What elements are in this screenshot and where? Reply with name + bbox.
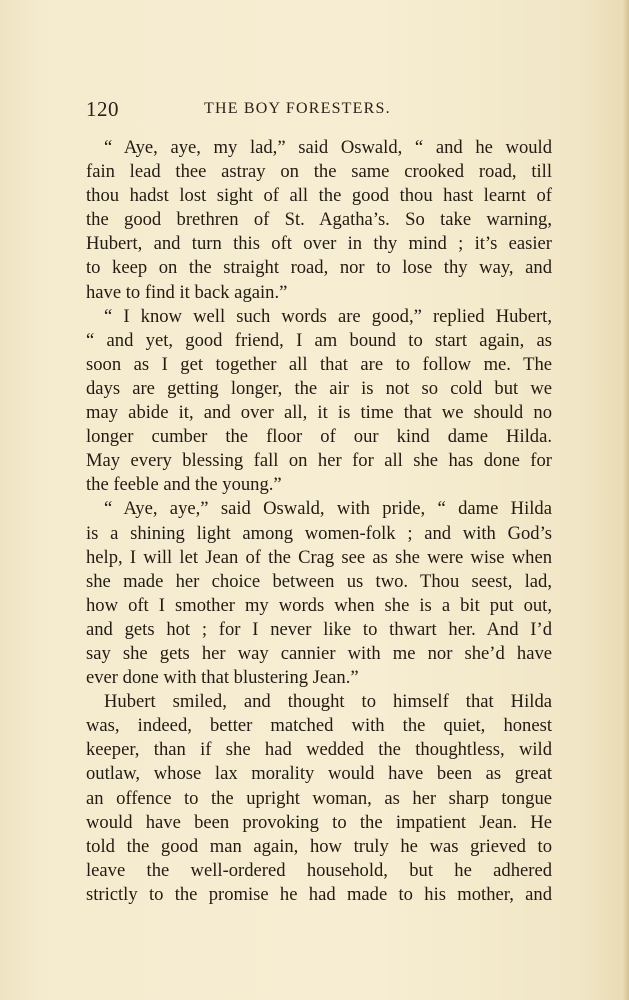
text-line: ever done with that blustering Jean.” <box>86 667 359 689</box>
text-line: she made her choice between us two. Thou seest, lad, <box>86 570 552 592</box>
text-line: and gets hot ; for I never like to thwart her. And I’d <box>86 618 552 640</box>
text-line: longer cumber the floor of our kind dame Hilda. <box>86 426 552 448</box>
text-line: Hubert smiled, and thought to himself that Hilda <box>104 691 552 713</box>
text-line: days are getting longer, the air is not so cold but we <box>86 377 552 399</box>
text-line: was, indeed, better matched with the quiet, honest <box>86 715 552 737</box>
text-line: told the good man again, how truly he was grieved to <box>86 835 552 857</box>
page-number: 120 <box>86 97 119 121</box>
text-line: help, I will let Jean of the Crag see as she were wise when <box>86 546 552 568</box>
text-line: say she gets her way cannier with me nor she’d have <box>86 642 552 664</box>
text-line: “ and yet, good friend, I am bound to start again, as <box>86 329 552 351</box>
text-line: would have been provoking to the impatient Jean. He <box>86 811 552 833</box>
running-head: THE BOY FORESTERS. <box>204 100 391 117</box>
text-line: the good brethren of St. Agatha’s. So take warning, <box>86 209 552 231</box>
body-text <box>86 136 552 907</box>
text-line: have to find it back again.” <box>86 281 288 303</box>
text-line: “ Aye, aye, my lad,” said Oswald, “ and he would <box>104 137 552 158</box>
text-line: soon as I get together all that are to follow me. The <box>86 353 552 375</box>
text-line: may abide it, and over all, it is time that we should no <box>86 402 552 424</box>
text-line: strictly to the promise he had made to his mother, and <box>86 883 552 905</box>
text-line: an offence to the upright woman, as her sharp tongue <box>86 787 552 809</box>
page-edge-shadow <box>623 0 629 1000</box>
text-line: May every blessing fall on her for all she has done for <box>86 450 552 472</box>
page-header <box>86 97 556 125</box>
text-line: “ I know well such words are good,” replied Hubert, <box>104 305 552 327</box>
text-line: thou hadst lost sight of all the good thou hast learnt of <box>86 185 552 207</box>
text-line: leave the well-ordered household, but he adhered <box>86 859 552 881</box>
text-line: is a shining light among women-folk ; and with God’s <box>86 522 552 544</box>
text-line: Hubert, and turn this oft over in thy mind ; it’s easier <box>86 233 552 255</box>
text-line: to keep on the straight road, nor to lose thy way, and <box>86 257 552 279</box>
text-line: the feeble and the young.” <box>86 474 282 496</box>
text-line: outlaw, whose lax morality would have been as great <box>86 763 552 785</box>
text-line: keeper, than if she had wedded the thoughtless, wild <box>86 739 552 761</box>
text-line: fain lead thee astray on the same crooked road, till <box>86 161 552 183</box>
text-line: how oft I smother my words when she is a bit put out, <box>86 594 552 616</box>
text-line: “ Aye, aye,” said Oswald, with pride, “ dame Hilda <box>104 498 552 520</box>
